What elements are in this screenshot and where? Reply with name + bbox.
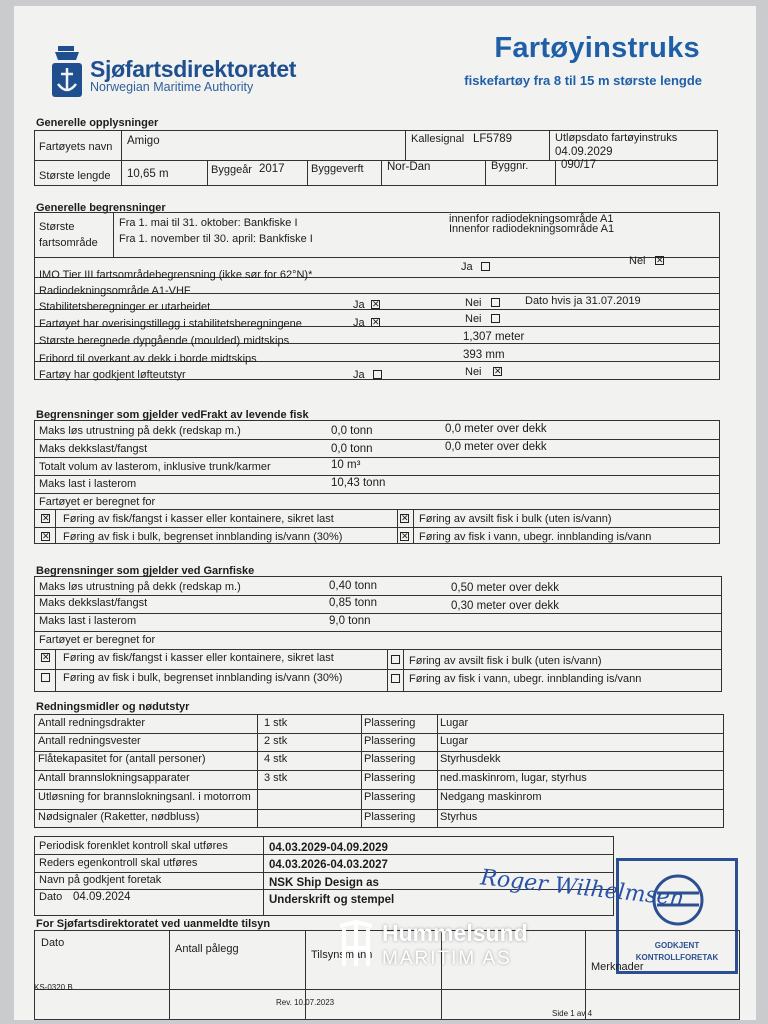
watermark-subtitle: MARITIM AS bbox=[382, 948, 512, 969]
inspection-col-orders: Antall pålegg bbox=[175, 943, 239, 955]
owner-label: Reders egenkontroll skal utføres bbox=[39, 857, 198, 869]
callsign: LF5789 bbox=[473, 133, 513, 145]
owner-value: 04.03.2026-04.03.2027 bbox=[269, 859, 388, 871]
stamp-line-1: GODKJENT bbox=[654, 941, 700, 950]
inspection-col-remarks: Merknader bbox=[591, 961, 644, 973]
length: 10,65 m bbox=[127, 168, 169, 180]
rescue-placement-label: Plassering bbox=[364, 717, 416, 729]
gillnet-opt1-label: Føring av fisk/fangst i kasser eller kontainere, sikret last bbox=[63, 652, 334, 664]
radio-area: Radiodekningsområde A1-VHF bbox=[39, 285, 191, 297]
area-label-1: Største bbox=[39, 221, 75, 233]
icing-ja-label: Ja bbox=[353, 317, 365, 329]
gillnet-opt2-label: Føring av avsilt fisk i bulk (uten is/vann) bbox=[409, 655, 602, 667]
imo-nei-checkbox: ✕ bbox=[656, 255, 664, 265]
live-loose-height: 0,0 meter over dekk bbox=[445, 423, 547, 435]
signature-label: Underskrift og stempel bbox=[269, 894, 395, 906]
area-note-2: Innenfor radiodekningsområde A1 bbox=[449, 223, 615, 235]
handwritten-signature: Roger Wilhelmsen bbox=[479, 865, 686, 912]
gillnet-opt3-checkbox bbox=[41, 673, 50, 682]
section-gillnet: Begrensninger som gjelder ved Garnfiske bbox=[36, 565, 255, 577]
section-general: Generelle opplysninger bbox=[36, 117, 159, 129]
area-line-1: Fra 1. mai til 31. oktober: Bankfiske I bbox=[119, 217, 298, 229]
lifting-nei-label: Nei bbox=[465, 366, 482, 378]
document-sheet bbox=[14, 6, 756, 1020]
rescue-item-placement: Lugar bbox=[440, 735, 469, 747]
rescue-item-placement: Styrhusdekk bbox=[440, 753, 501, 765]
approved-label: Navn på godkjent foretak bbox=[39, 874, 162, 886]
rescue-item-placement: Lugar bbox=[440, 717, 469, 729]
gillnet-opt2-checkbox bbox=[391, 655, 400, 664]
live-fish-table bbox=[34, 420, 720, 544]
inspection-col-date: Dato bbox=[41, 937, 65, 949]
rescue-item-quantity: 4 stk bbox=[264, 753, 288, 765]
rescue-placement-label: Plassering bbox=[364, 735, 416, 747]
icing-ja-checkbox: ✕ bbox=[372, 317, 380, 327]
approved-value: NSK Ship Design as bbox=[269, 877, 379, 889]
section-inspection: For Sjøfartsdirektoratet ved uanmeldte tilsyn bbox=[36, 918, 271, 930]
general-table bbox=[34, 130, 718, 186]
gillnet-deck-value: 0,85 tonn bbox=[329, 597, 377, 609]
rescue-item-quantity: 3 stk bbox=[264, 772, 288, 784]
date-value: 04.09.2024 bbox=[73, 891, 131, 903]
imo-ja-checkbox bbox=[481, 262, 490, 271]
freeboard-label: Fribord til overkant av dekk i borde midtskips bbox=[39, 353, 257, 365]
gillnet-opt4-checkbox bbox=[391, 674, 400, 683]
lifting-ja-checkbox bbox=[373, 370, 382, 379]
gillnet-loose-value: 0,40 tonn bbox=[329, 580, 377, 592]
gillnet-opt1-checkbox: ✕ bbox=[42, 652, 50, 662]
section-rescue: Redningsmidler og nødutstyr bbox=[36, 701, 190, 713]
stamp-line-2: KONTROLLFORETAK bbox=[635, 953, 719, 962]
form-code: KS-0320 B bbox=[34, 983, 73, 992]
periodic-label: Periodisk forenklet kontroll skal utføres bbox=[39, 840, 228, 852]
live-volume-label: Totalt volum av lasterom, inklusive trunk/karmer bbox=[39, 461, 271, 473]
icing-label: Fartøyet har overisingstillegg i stabilitetsberegningene bbox=[39, 318, 302, 330]
stamp-emblem-icon bbox=[649, 871, 707, 929]
gillnet-hold-label: Maks last i lasterom bbox=[39, 615, 137, 627]
live-opt1-checkbox: ✕ bbox=[42, 513, 50, 523]
rescue-item-label: Flåtekapasitet for (antall personer) bbox=[38, 753, 206, 765]
live-calc-label: Fartøyet er beregnet for bbox=[39, 496, 156, 508]
rescue-item-label: Antall brannslokningsapparater bbox=[38, 772, 190, 784]
area-note-1: innenfor radiodekningsområde A1 bbox=[449, 213, 614, 225]
rescue-placement-label: Plassering bbox=[364, 772, 416, 784]
build-year: 2017 bbox=[259, 163, 285, 175]
live-loose-label: Maks løs utrustning på dekk (redskap m.) bbox=[39, 425, 241, 437]
live-deck-height: 0,0 meter over dekk bbox=[445, 441, 547, 453]
rescue-placement-label: Plassering bbox=[364, 791, 416, 803]
lifting-nei-checkbox: ✕ bbox=[494, 366, 502, 376]
callsign-label: Kallesignal bbox=[411, 133, 465, 145]
gillnet-table bbox=[34, 576, 722, 692]
stability-ja-label: Ja bbox=[353, 299, 365, 311]
live-opt4-checkbox: ✕ bbox=[401, 531, 409, 541]
build-number-label: Byggnr. bbox=[491, 160, 529, 172]
rescue-item-placement: ned.maskinrom, lugar, styrhus bbox=[440, 772, 587, 784]
rescue-item-placement: Styrhus bbox=[440, 811, 478, 823]
vessel-name-label: Fartøyets navn bbox=[39, 141, 113, 153]
live-loose-value: 0,0 tonn bbox=[331, 425, 373, 437]
length-label: Største lengde bbox=[39, 170, 111, 182]
icing-nei-label: Nei bbox=[465, 313, 482, 325]
live-hold-value: 10,43 tonn bbox=[331, 477, 386, 489]
imo-label: IMO Tier III fartsområdebegrensning (ikke sør for 62°N)* bbox=[39, 269, 313, 281]
build-number: 090/17 bbox=[561, 159, 597, 171]
date-label: Dato bbox=[39, 891, 63, 903]
section-general-limits: Generelle begrensninger bbox=[36, 202, 166, 214]
inspection-col-signature: Tilsynsmann bbox=[311, 949, 373, 961]
authority-logo bbox=[46, 44, 297, 104]
live-opt4-label: Føring av fisk i vann, ubegr. innblanding is/vann bbox=[419, 531, 652, 543]
draught-value: 1,307 meter bbox=[463, 331, 525, 343]
build-year-label: Byggeår bbox=[211, 164, 252, 176]
periodic-value: 04.03.2029-04.09.2029 bbox=[269, 842, 388, 854]
stability-date: Dato hvis ja 31.07.2019 bbox=[525, 295, 641, 307]
imo-ja-label: Ja bbox=[461, 261, 473, 273]
stability-label: Stabilitetsberegninger er utarbeidet bbox=[39, 301, 211, 313]
shipyard: Nor-Dan bbox=[387, 161, 431, 173]
live-volume-value: 10 m³ bbox=[331, 459, 361, 471]
rescue-item-label: Utløsning for brannslokningsanl. i motorrom bbox=[38, 791, 251, 803]
live-opt2-label: Føring av avsilt fisk i bulk (uten is/vann) bbox=[419, 513, 612, 525]
gillnet-deck-height: 0,30 meter over dekk bbox=[451, 600, 560, 612]
shipyard-label: Byggeverft bbox=[311, 163, 364, 175]
org-subtitle: Norwegian Maritime Authority bbox=[90, 80, 254, 94]
stability-nei-checkbox bbox=[491, 298, 500, 307]
live-hold-label: Maks last i lasterom bbox=[39, 478, 137, 490]
document-title: Fartøyinstruks bbox=[494, 32, 700, 64]
gillnet-opt4-label: Føring av fisk i vann, ubegr. innblanding is/vann bbox=[409, 673, 642, 685]
rescue-item-placement: Nedgang maskinrom bbox=[440, 791, 542, 803]
imo-nei-label: Nei bbox=[629, 255, 646, 267]
watermark-name: Hummelsund bbox=[382, 920, 528, 946]
live-opt2-checkbox: ✕ bbox=[401, 513, 409, 523]
area-label-2: fartsområde bbox=[39, 237, 98, 249]
live-opt3-checkbox: ✕ bbox=[42, 531, 50, 541]
vessel-name: Amigo bbox=[127, 135, 160, 147]
rescue-item-quantity: 1 stk bbox=[264, 717, 288, 729]
document-subtitle: fiskefartøy fra 8 til 15 m største lengde bbox=[464, 73, 702, 88]
rescue-item-label: Nødsignaler (Raketter, nødbluss) bbox=[38, 811, 200, 823]
org-name: Sjøfartsdirektoratet bbox=[90, 56, 297, 82]
crown-anchor-emblem-icon bbox=[50, 44, 84, 100]
live-opt3-label: Føring av fisk i bulk, begrenset innblanding is/vann (30%) bbox=[63, 531, 343, 543]
rescue-item-quantity: 2 stk bbox=[264, 735, 288, 747]
draught-label: Største beregnede dypgående (moulded) midtskips bbox=[39, 335, 290, 347]
rescue-placement-label: Plassering bbox=[364, 811, 416, 823]
section-live-fish: Begrensninger som gjelder vedFrakt av levende fisk bbox=[36, 409, 309, 421]
lifting-ja-label: Ja bbox=[353, 369, 365, 381]
rescue-placement-label: Plassering bbox=[364, 753, 416, 765]
gillnet-opt3-label: Føring av fisk i bulk, begrenset innblanding is/vann (30%) bbox=[63, 672, 343, 684]
expiry-date: 04.09.2029 bbox=[555, 146, 613, 158]
gillnet-loose-height: 0,50 meter over dekk bbox=[451, 582, 560, 594]
live-deck-value: 0,0 tonn bbox=[331, 443, 373, 455]
gillnet-loose-label: Maks løs utrustning på dekk (redskap m.) bbox=[39, 581, 241, 593]
icing-nei-checkbox bbox=[491, 314, 500, 323]
gillnet-hold-value: 9,0 tonn bbox=[329, 615, 371, 627]
hummelsund-watermark bbox=[332, 918, 552, 974]
expiry-label: Utløpsdato fartøyinstruks bbox=[555, 132, 678, 144]
area-line-2: Fra 1. november til 30. april: Bankfiske I bbox=[119, 233, 313, 245]
gillnet-deck-label: Maks dekkslast/fangst bbox=[39, 597, 148, 609]
rescue-item-label: Antall redningsvester bbox=[38, 735, 141, 747]
lifting-label: Fartøy har godkjent løfteutstyr bbox=[39, 369, 186, 381]
freeboard-value: 393 mm bbox=[463, 349, 505, 361]
rescue-item-label: Antall redningsdrakter bbox=[38, 717, 146, 729]
revision: Rev. 10.07.2023 bbox=[276, 998, 335, 1007]
gillnet-calc-label: Fartøyet er beregnet for bbox=[39, 634, 156, 646]
hummelsund-logo-icon bbox=[336, 920, 376, 970]
page-number: Side 1 av 4 bbox=[552, 1009, 593, 1018]
general-limits-table bbox=[34, 212, 720, 380]
live-deck-label: Maks dekkslast/fangst bbox=[39, 443, 148, 455]
stability-nei-label: Nei bbox=[465, 297, 482, 309]
stability-ja-checkbox: ✕ bbox=[372, 299, 380, 309]
live-opt1-label: Føring av fisk/fangst i kasser eller kontainere, sikret last bbox=[63, 513, 334, 525]
